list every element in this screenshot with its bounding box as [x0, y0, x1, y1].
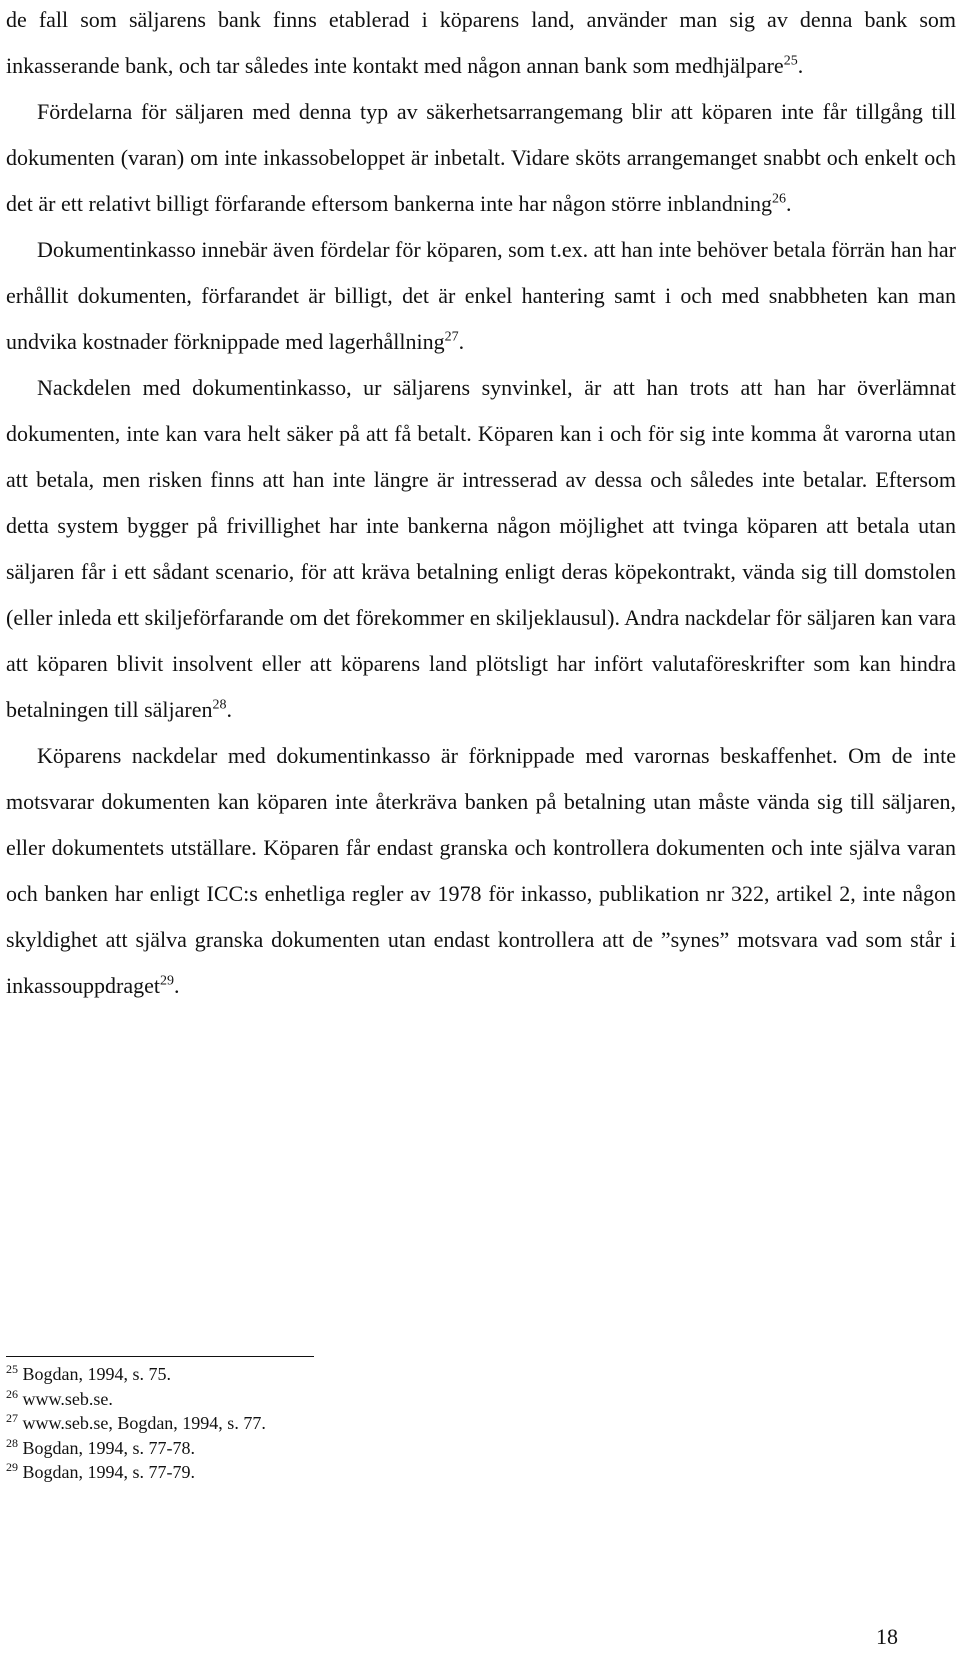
body-text [6, 0, 956, 1009]
paragraph-4 [6, 365, 956, 733]
footnote-text: www.seb.se, Bogdan, 1994, s. 77. [22, 1413, 266, 1434]
paragraph-text: Nackdelen med dokumentinkasso, ur säljarens synvinkel, är att han trots att han har överlämnat dokumenten, inte kan vara helt säker på att få betalt. Köparen kan i och för sig inte komma åt varorna utan att betala, men risken finns att han inte längre är intresserad av dessa och således inte betalar. Eftersom detta system bygger på frivillighet har inte bankerna någon möjlighet att tvinga köparen att betala utan säljaren får i ett sådant scenario, för att kräva betalning enligt deras köpekontrakt, vända sig till domstolen (eller inleda ett skiljeförfarande om det förekommer en skiljeklausul). Andra nackdelar för säljaren kan vara att köparen blivit insolvent eller att köparens land plötsligt har infört valutaföreskrifter som kan hindra betalningen till säljaren [6, 375, 956, 722]
paragraph-tail: . [226, 697, 232, 722]
paragraph-tail: . [797, 53, 804, 78]
paragraph-text: Köparens nackdelar med dokumentinkasso är förknippade med varornas beskaffenhet. Om de inte motsvarar dokumenten kan köparen inte återkräva banken på betalning utan måste vända sig till säljaren, eller dokumentets utställare. Köparen får endast granska och kontrollera dokumenten och inte själva varan och banken har enligt ICC:s enhetliga regler av 1978 för inkasso, publikation nr 322, artikel 2, inte någon skyldighet att själva granska dokumenten utan endast kontrollera att de ”synes” motsvara vad som står i inkassouppdraget [6, 743, 956, 998]
paragraph-tail: . [458, 329, 465, 354]
paragraph-text: Fördelarna för säljaren med denna typ av säkerhetsarrangemang blir att köparen inte får tillgång till dokumenten (varan) om inte inkassobeloppet är inbetalt. Vidare sköts arrangemanget snabbt och enkelt och det är ett relativt billigt förfarande eftersom bankerna inte har någon större inblandning [6, 99, 956, 216]
footnote-number: 29 [6, 1460, 18, 1475]
footnote-text: Bogdan, 1994, s. 75. [22, 1364, 171, 1384]
paragraph-2 [6, 89, 956, 227]
footnote-27 [6, 1411, 706, 1436]
page-number: 18 [876, 1624, 898, 1649]
footnote-ref-27[interactable]: 27 [444, 329, 459, 345]
footnote-28 [6, 1436, 706, 1461]
paragraph-text: Dokumentinkasso innebär även fördelar för köparen, som t.ex. att han inte behöver betala förrän han har erhållit dokumenten, förfarandet är billigt, det är enkel hantering samt i och med snabbheten kan man undvika kostnader förknippade med lagerhållning [6, 237, 956, 354]
paragraph-3 [6, 227, 956, 365]
footnote-ref-28[interactable]: 28 [212, 697, 227, 713]
footnotes [6, 1362, 706, 1485]
footnote-ref-26[interactable]: 26 [772, 191, 787, 207]
footnote-26 [6, 1387, 706, 1412]
footnote-number: 28 [6, 1435, 18, 1450]
paragraph-tail: . [173, 973, 180, 998]
footnote-text: Bogdan, 1994, s. 77-79. [22, 1462, 195, 1483]
footnote-text: www.seb.se. [22, 1388, 113, 1409]
paragraph-5 [6, 733, 956, 1009]
footnote-number: 27 [6, 1411, 18, 1426]
footnote-25 [6, 1362, 706, 1387]
footnote-separator [6, 1356, 314, 1357]
footnote-number: 25 [6, 1362, 18, 1376]
footnote-number: 26 [6, 1386, 18, 1401]
document-page [6, 0, 956, 1009]
paragraph-1 [6, 0, 956, 89]
paragraph-tail: . [786, 191, 792, 216]
footnote-29 [6, 1460, 706, 1485]
footnote-text: Bogdan, 1994, s. 77-78. [22, 1437, 195, 1458]
footnote-ref-25[interactable]: 25 [783, 53, 798, 69]
footnote-ref-29[interactable]: 29 [159, 973, 174, 989]
paragraph-text: de fall som säljarens bank finns etablerad i köparens land, använder man sig av denna bank som inkasserande bank, och tar således inte kontakt med någon annan bank som medhjälpare [6, 7, 956, 78]
